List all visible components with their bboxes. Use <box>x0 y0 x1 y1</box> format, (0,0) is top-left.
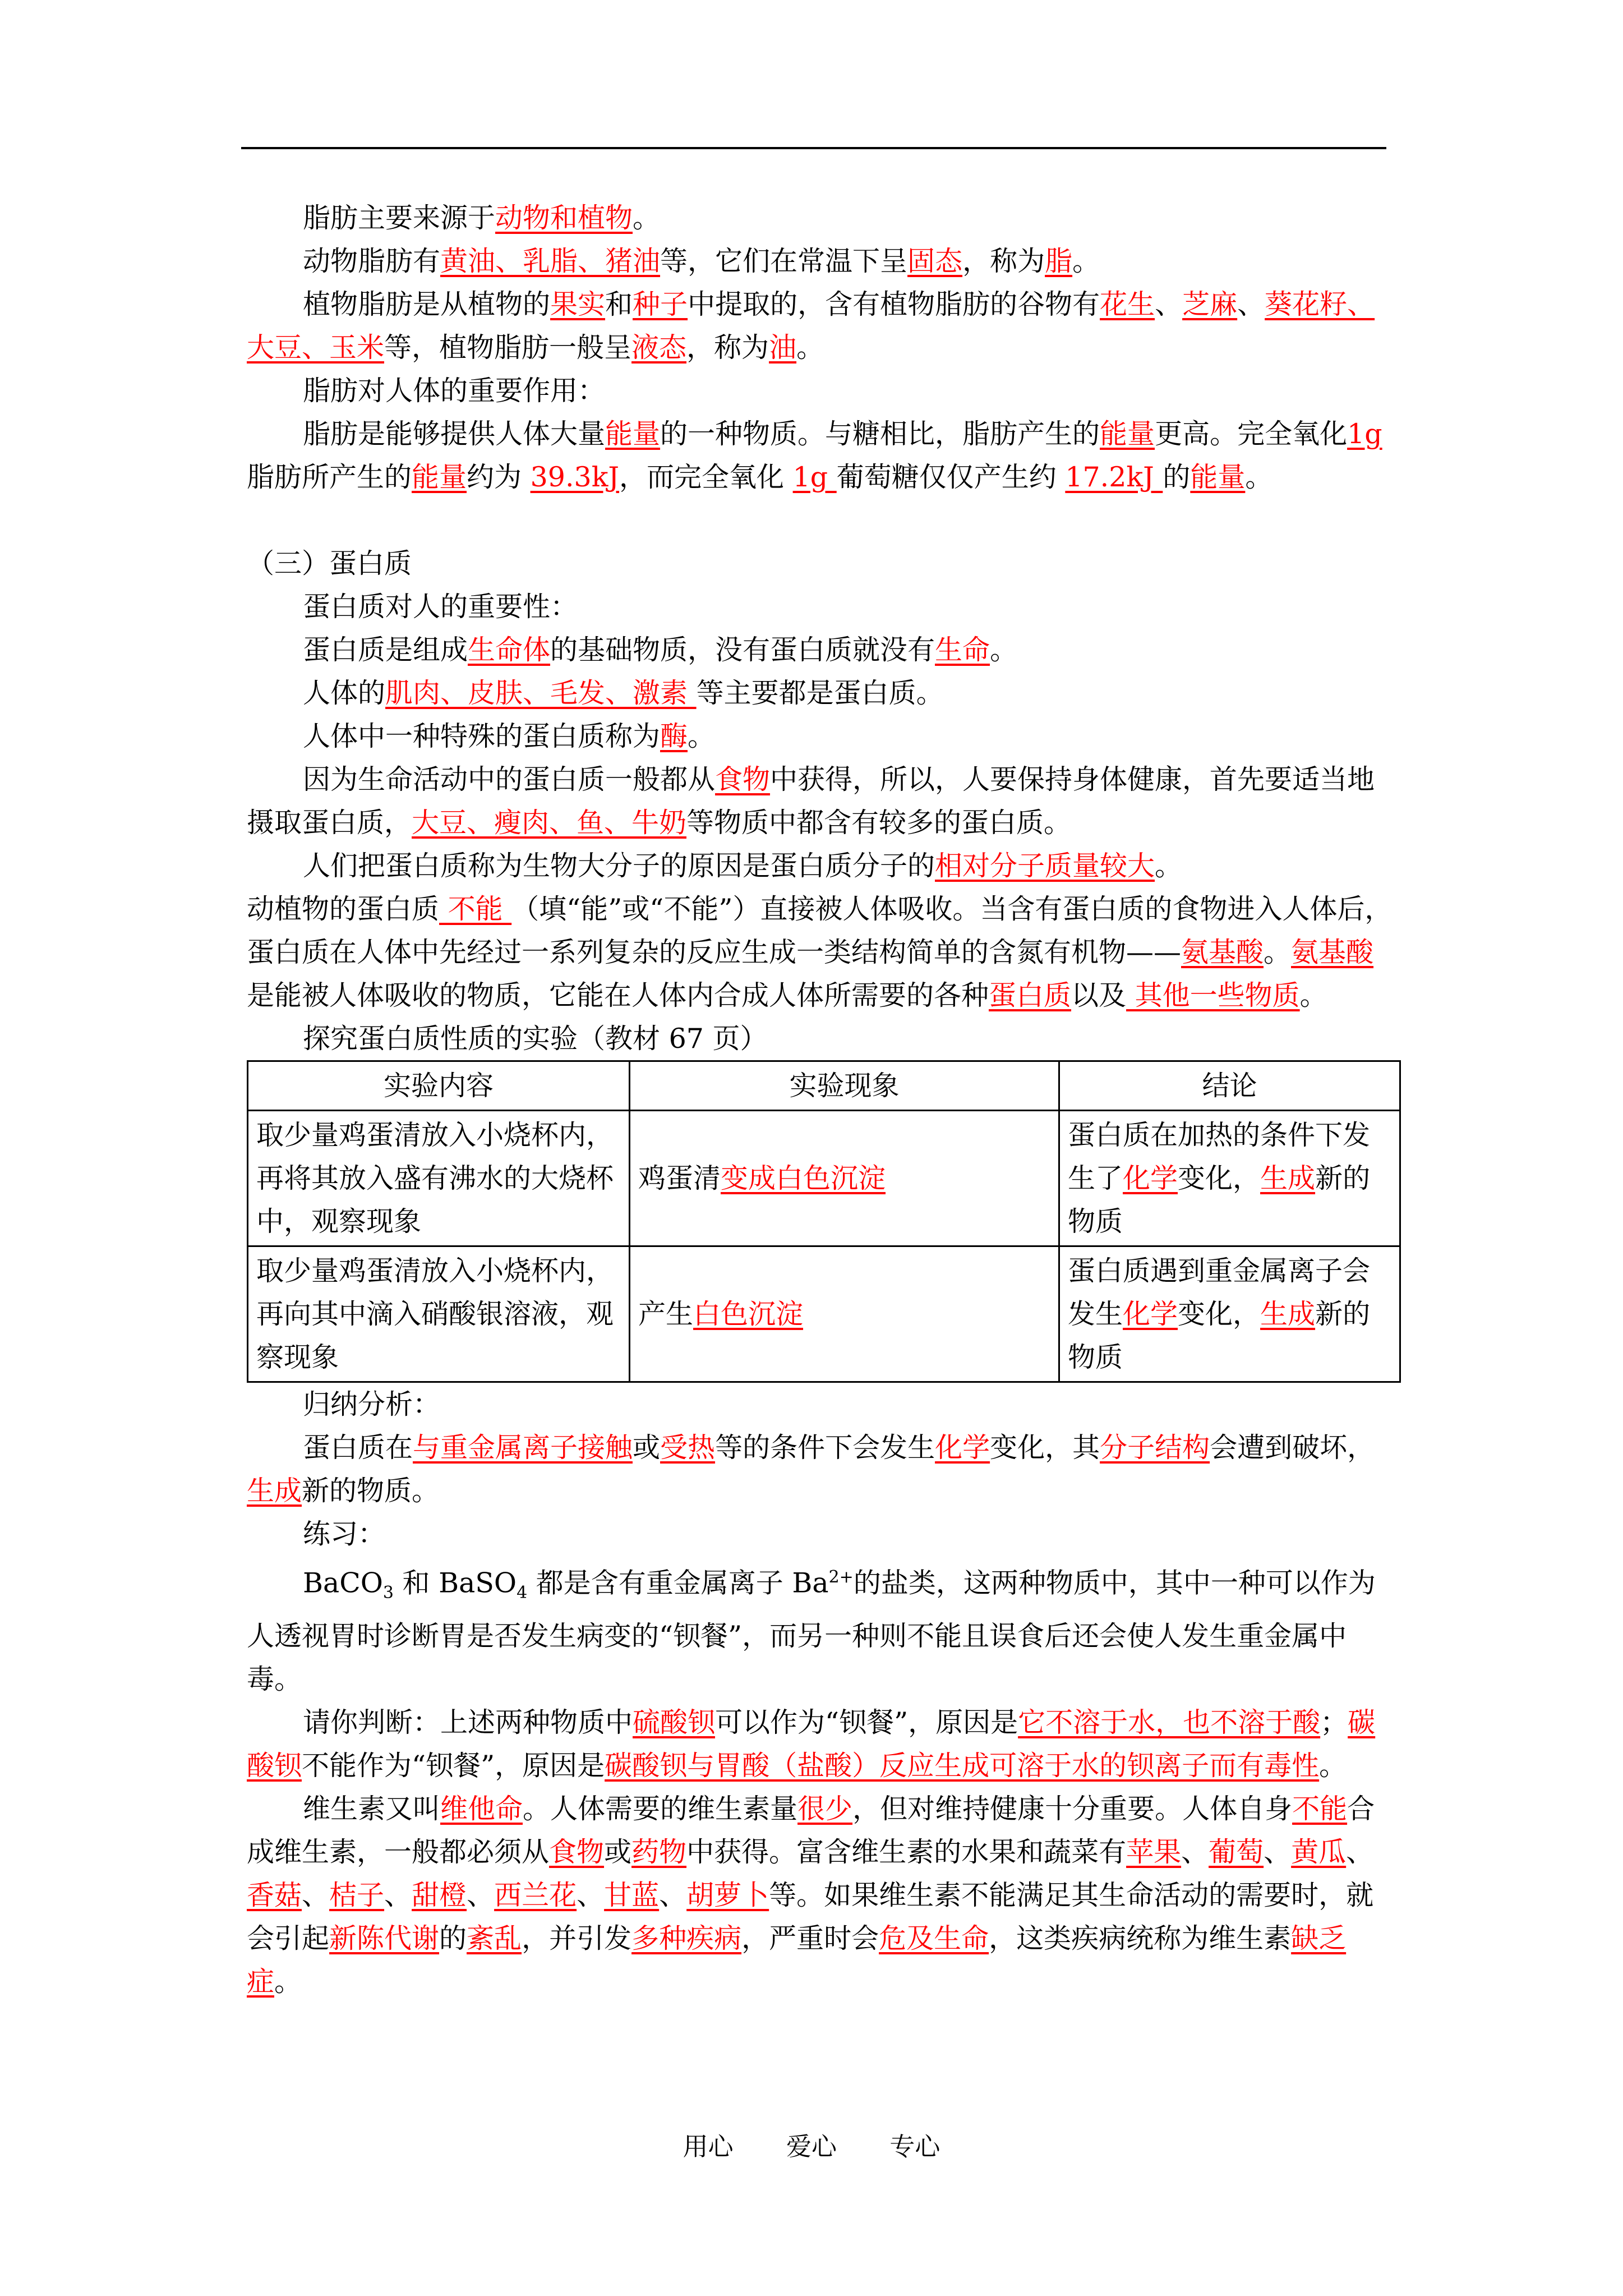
answer-text: 食物 <box>715 763 771 795</box>
text-run: 新的物质 <box>1068 1298 1371 1373</box>
text-run: 、 <box>1181 1836 1209 1869</box>
text-run: 蛋白质在加热的条件下发生了 <box>1068 1119 1371 1194</box>
answer-text: 脂 <box>1045 245 1073 277</box>
text-run: 或 <box>633 1432 661 1464</box>
text-run: 新的物质 <box>1068 1162 1371 1237</box>
text-run: 。 <box>796 332 824 364</box>
answer-text: 甘蓝 <box>604 1879 660 1912</box>
answer-text: 生命 <box>935 634 990 666</box>
answer-text: 酶 <box>660 720 688 752</box>
text-run: 、 <box>659 1879 687 1912</box>
text-run: 人体的 <box>303 677 386 709</box>
text-run: 的盐类，这两种物质中，其中一种可以作为人透视胃时诊断胃是否发生病变的“钡餐”，而另一种则不能且误食后还会使人发生重金属中毒。 <box>247 1567 1376 1696</box>
text-run: 中获得。富含维生素的水果和蔬菜有 <box>686 1836 1127 1869</box>
answer-text: 其他一些物质 <box>1126 979 1300 1011</box>
answer-text: 液态 <box>631 332 687 364</box>
answer-text: 生成 <box>247 1475 302 1507</box>
text-run: 等物质中都含有较多的蛋白质。 <box>686 807 1072 839</box>
table-cell-content <box>248 1246 630 1382</box>
paragraph-amino-acid <box>247 887 1396 1017</box>
text-run: 。 <box>1319 1750 1347 1782</box>
answer-text: 它不溶于水，也不溶于酸 <box>1018 1706 1321 1739</box>
text-run: 。 <box>274 1966 302 1998</box>
text-run: 的 <box>439 1922 467 1955</box>
text-run: （三）蛋白质 <box>247 547 412 579</box>
answer-text: 很少 <box>797 1793 853 1825</box>
table-header-cell: 实验现象 <box>630 1061 1059 1111</box>
paragraph-vitamin <box>247 1787 1396 2003</box>
answer-text: 能量 <box>1190 461 1246 493</box>
text-run: 、 <box>302 1879 330 1912</box>
paragraph-plant-fat <box>247 283 1396 369</box>
text-run: 、 <box>577 1879 605 1912</box>
answer-text: 油 <box>769 332 797 364</box>
text-run: 会遭到破坏， <box>1210 1432 1375 1464</box>
text-run: 取少量鸡蛋清放入小烧杯内，再向其中滴入硝酸银溶液，观察现象 <box>256 1255 614 1373</box>
text-run: ； <box>1320 1706 1348 1739</box>
answer-text: 维他命 <box>440 1793 523 1825</box>
answer-text: 硫酸钡 <box>633 1706 716 1739</box>
text-run: 、 <box>1264 1836 1292 1869</box>
text-run: 。 <box>688 720 716 752</box>
answer-text: 多种疾病 <box>631 1922 742 1955</box>
answer-text: 化学 <box>935 1432 990 1464</box>
answer-text: 氨基酸 <box>1291 936 1374 968</box>
text-run: 。 <box>633 202 661 234</box>
text-run: 动植物的蛋白质 <box>247 893 440 925</box>
answer-text: 苹果 <box>1126 1836 1182 1869</box>
text-run: 。 <box>1299 979 1327 1011</box>
text-run: 归纳分析： <box>303 1388 441 1420</box>
text-run: 脂肪主要来源于 <box>303 202 496 234</box>
text-run: 、 <box>1237 288 1265 320</box>
text-run: 请你判断：上述两种物质中 <box>303 1706 633 1739</box>
text-run: 因为生命活动中的蛋白质一般都从 <box>303 763 716 795</box>
header-rule <box>241 147 1386 149</box>
table-header-row <box>248 1061 1400 1111</box>
footer-word: 用心 <box>683 2132 734 2161</box>
text-run: 蛋白质是组成 <box>303 634 468 666</box>
text-run: 等。如果维生素不能满足其生命活动的需要时，就会引起 <box>247 1879 1374 1955</box>
text-run: 合成维生素，一般都必须从 <box>247 1793 1375 1869</box>
text-run: 。 <box>990 634 1018 666</box>
text-run: 3 <box>382 1583 394 1603</box>
table-row <box>248 1246 1400 1382</box>
paragraph-exercise-heading <box>247 1512 1396 1556</box>
text-run: 变化，其 <box>990 1432 1100 1464</box>
answer-text: 花生 <box>1100 288 1155 320</box>
paragraph-fat-source <box>247 196 1396 240</box>
document-body <box>247 196 1396 2003</box>
table-cell-phenomenon <box>630 1246 1059 1382</box>
paragraph-fat-energy <box>247 412 1396 499</box>
answer-text: 39.3kJ <box>530 461 620 493</box>
text-run: ，这类疾病统称为维生素 <box>989 1922 1292 1955</box>
text-run: 蛋白质在 <box>303 1432 413 1464</box>
text-run: BaCO <box>303 1567 383 1599</box>
text-run: 2+ <box>828 1567 854 1587</box>
answer-text: 食物 <box>549 1836 605 1869</box>
text-run: 的基础物质，没有蛋白质就没有 <box>550 634 935 666</box>
answer-text: 受热 <box>660 1432 716 1464</box>
text-run: 鸡蛋清 <box>638 1162 721 1194</box>
table-cell-conclusion <box>1059 1246 1400 1382</box>
section-heading-protein <box>247 542 1396 585</box>
text-run: 脂肪是能够提供人体大量 <box>303 418 606 450</box>
answer-text: 葵花籽、大豆、玉米 <box>247 288 1375 364</box>
answer-text: 分子结构 <box>1100 1432 1210 1464</box>
answer-text: 紊乱 <box>467 1922 522 1955</box>
text-run: 蛋白质对人的重要性： <box>303 591 578 623</box>
table-cell-phenomenon <box>630 1111 1059 1246</box>
answer-text: 新陈代谢 <box>329 1922 440 1955</box>
text-run: 人体中一种特殊的蛋白质称为 <box>303 720 661 752</box>
text-run: 等，植物脂肪一般呈 <box>384 332 632 364</box>
answer-text: 生成 <box>1260 1162 1316 1194</box>
text-run: 。 <box>1245 461 1273 493</box>
text-run: 练习： <box>303 1518 386 1550</box>
text-run: （填“能”或“不能”）直接被人体吸收。当含有蛋白质的食物进入人体后，蛋白质在人体中先经过一系列复杂的反应生成一类结构简单的含氮有机物—— <box>247 893 1393 968</box>
text-run: 新的物质。 <box>302 1475 440 1507</box>
answer-text: 果实 <box>550 288 606 320</box>
table-cell-content <box>248 1111 630 1246</box>
table-cell-conclusion <box>1059 1111 1400 1246</box>
answer-text: 黄瓜 <box>1291 1836 1347 1869</box>
text-run: ，称为 <box>962 245 1045 277</box>
text-run: ，但对维持健康十分重要。人体自身 <box>852 1793 1293 1825</box>
answer-text: 17.2kJ <box>1065 461 1163 493</box>
text-run: 蛋白质遇到重金属离子会发生 <box>1068 1255 1371 1330</box>
paragraph-analysis-heading <box>247 1383 1396 1426</box>
paragraph-macromolecule <box>247 844 1396 887</box>
paragraph-enzyme <box>247 715 1396 758</box>
text-run: 或 <box>604 1836 632 1869</box>
text-run: 变化， <box>1178 1298 1261 1330</box>
footer-word: 爱心 <box>786 2132 837 2161</box>
text-run: 产生 <box>638 1298 694 1330</box>
answer-text: 化学 <box>1123 1162 1178 1194</box>
text-run: 人们把蛋白质称为生物大分子的原因是蛋白质分子的 <box>303 850 935 882</box>
text-run: 植物脂肪是从植物的 <box>303 288 551 320</box>
answer-text: 蛋白质 <box>989 979 1072 1011</box>
text-run: 约为 <box>467 461 531 493</box>
answer-text: 白色沉淀 <box>693 1298 804 1330</box>
text-run: 脂肪所产生的 <box>247 461 412 493</box>
answer-text: 黄油、乳脂、猪油 <box>440 245 661 277</box>
answer-text: 与重金属离子接触 <box>413 1432 633 1464</box>
text-run: 不能作为“钡餐”，原因是 <box>302 1750 605 1782</box>
answer-text: 固态 <box>907 245 963 277</box>
text-run: 和 BaSO <box>393 1567 517 1599</box>
answer-text: 能量 <box>412 461 467 493</box>
text-run: 。 <box>1072 245 1100 277</box>
answer-text: 能量 <box>1100 418 1155 450</box>
answer-text: 芝麻 <box>1182 288 1238 320</box>
text-run: 。人体需要的维生素量 <box>523 1793 798 1825</box>
text-run: 、 <box>1155 288 1183 320</box>
text-run: 等主要都是蛋白质。 <box>696 677 944 709</box>
paragraph-barium-judgement <box>247 1701 1396 1787</box>
experiment-table <box>247 1060 1401 1383</box>
text-run: 取少量鸡蛋清放入小烧杯内，再将其放入盛有沸水的大烧杯中，观察现象 <box>256 1119 614 1237</box>
answer-text: 不能 <box>439 893 512 925</box>
paragraph-experiment-title <box>247 1017 1396 1060</box>
answer-text: 碳酸钡与胃酸（盐酸）反应生成可溶于水的钡离子而有毒性 <box>605 1750 1320 1782</box>
answer-text: 不能 <box>1292 1793 1348 1825</box>
table-row <box>248 1111 1400 1246</box>
text-run: 等的条件下会发生 <box>715 1432 935 1464</box>
page-footer <box>0 2126 1623 2162</box>
paragraph-analysis <box>247 1426 1396 1512</box>
paragraph-protein-food <box>247 758 1396 844</box>
answer-text: 1g <box>792 461 837 493</box>
text-run: 以及 <box>1071 979 1127 1011</box>
text-run: 的一种物质。与糖相比，脂肪产生的 <box>660 418 1100 450</box>
text-run: 、 <box>1346 1836 1374 1869</box>
text-run: 是能被人体吸收的物质，它能在人体内合成人体所需要的各种 <box>247 979 989 1011</box>
text-run: 维生素又叫 <box>303 1793 441 1825</box>
text-run: 可以作为“钡餐”，原因是 <box>715 1706 1018 1739</box>
text-run: 、 <box>384 1879 412 1912</box>
answer-text: 种子 <box>633 288 688 320</box>
answer-text: 化学 <box>1123 1298 1178 1330</box>
text-run: 更高。完全氧化 <box>1155 418 1348 450</box>
paragraph-fat-role-heading <box>247 369 1396 412</box>
text-run: ，称为 <box>686 332 769 364</box>
text-run: 。 <box>1155 850 1183 882</box>
text-run: 和 <box>605 288 633 320</box>
text-run: ，并引发 <box>522 1922 632 1955</box>
text-run: 都是含有重金属离子 Ba <box>527 1567 829 1599</box>
table-header-cell: 实验内容 <box>248 1061 630 1111</box>
text-run: 变化， <box>1178 1162 1261 1194</box>
paragraph-protein-body <box>247 671 1396 715</box>
text-run: 动物脂肪有 <box>303 245 441 277</box>
answer-text: 能量 <box>605 418 661 450</box>
answer-text: 西兰花 <box>494 1879 577 1912</box>
text-run: 的 <box>1163 461 1191 493</box>
text-run: 葡萄糖仅仅产生约 <box>836 461 1066 493</box>
answer-text: 生命体 <box>468 634 551 666</box>
answer-text: 药物 <box>631 1836 687 1869</box>
answer-text: 甜橙 <box>412 1879 467 1912</box>
answer-text: 动物和植物 <box>495 202 633 234</box>
answer-text: 肌肉、皮肤、毛发、激素 <box>385 677 697 709</box>
answer-text: 1g <box>1347 418 1382 450</box>
text-run: 等，它们在常温下呈 <box>660 245 908 277</box>
table-header-cell: 结论 <box>1059 1061 1400 1111</box>
paragraph-protein-basis <box>247 628 1396 671</box>
text-run: 4 <box>517 1583 528 1603</box>
answer-text: 生成 <box>1260 1298 1316 1330</box>
paragraph-animal-fat <box>247 240 1396 283</box>
answer-text: 大豆、瘦肉、鱼、牛奶 <box>412 807 687 839</box>
footer-word: 专心 <box>889 2132 940 2161</box>
text-run: 、 <box>467 1879 495 1912</box>
text-run: 探究蛋白质性质的实验（教材 67 页） <box>303 1023 768 1055</box>
answer-text: 相对分子质量较大 <box>935 850 1155 882</box>
answer-text: 缺乏症 <box>247 1922 1347 1998</box>
text-run: 脂肪对人体的重要作用： <box>303 375 606 407</box>
text-run: 中提取的，含有植物脂肪的谷物有 <box>688 288 1100 320</box>
answer-text: 胡萝卜 <box>686 1879 769 1912</box>
answer-text: 氨基酸 <box>1181 936 1264 968</box>
paragraph-barium <box>247 1556 1396 1701</box>
answer-text: 葡萄 <box>1209 1836 1264 1869</box>
text-run: ，而完全氧化 <box>619 461 793 493</box>
answer-text: 碳酸钡 <box>247 1706 1376 1782</box>
text-run: ，严重时会 <box>741 1922 879 1955</box>
answer-text: 变成白色沉淀 <box>721 1162 886 1194</box>
answer-text: 桔子 <box>329 1879 385 1912</box>
paragraph-protein-importance-heading <box>247 585 1396 628</box>
text-run: 。 <box>1264 936 1292 968</box>
answer-text: 危及生命 <box>879 1922 989 1955</box>
answer-text: 香菇 <box>247 1879 302 1912</box>
text-run: 中获得，所以，人要保持身体健康，首先要适当地摄取蛋白质， <box>247 763 1375 839</box>
